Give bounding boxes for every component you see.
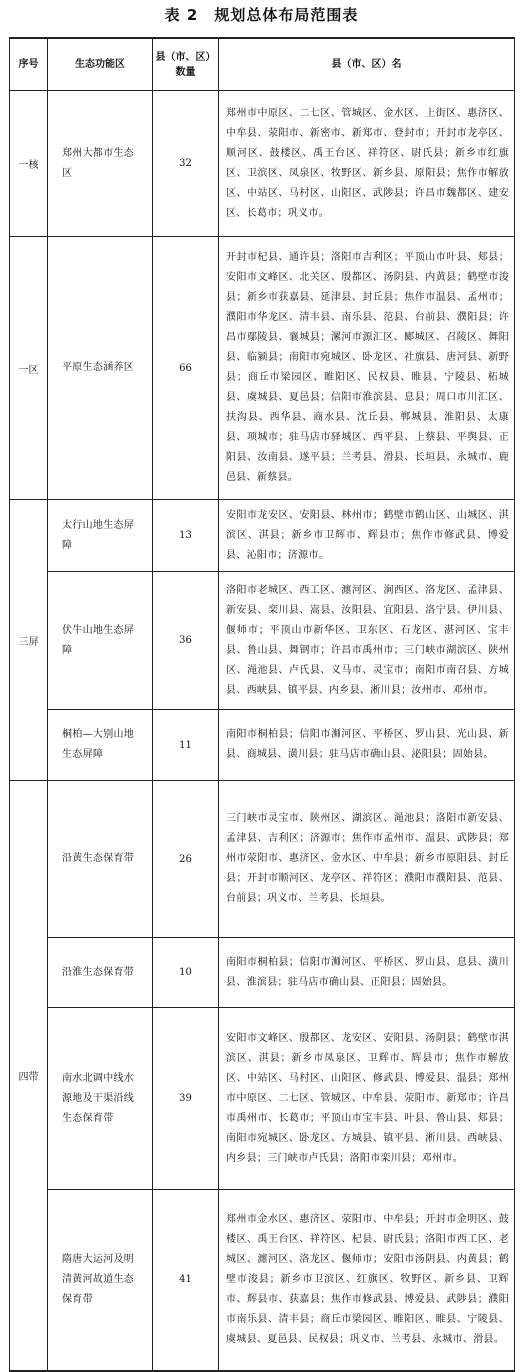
county-list: 安阳市文峰区、殷都区、龙安区、安阳县、汤阴县；鹤壁市淇滨区、淇县；新乡市凤泉区、卫辉市、辉县市；焦作市解放区、中站区、马村区、山阳区、修武县、博爱县、温县；郑州市中原区、二七区、管城区、中牟县、荥阳市、新郑市；许昌市禹州市、长葛市；平顶山市宝丰县、叶县、鲁山县、郏县；南阳市宛城区、卧龙区、方城县、镇平县、淅川县、西峡县、内乡县；三门峡市卢氏县；洛阳市栾川县；邓州市。 [219,1008,515,1190]
county-count: 39 [153,1008,219,1190]
county-count: 13 [153,500,219,572]
county-count: 11 [153,710,219,781]
header-seq: 序号 [10,38,48,91]
county-count: 10 [153,938,219,1008]
zone-name: 沿黄生态保育带 [48,781,153,938]
group-label: 四带 [10,781,48,1371]
county-list: 郑州市中原区、二七区、管城区、金水区、上街区、惠济区、中牟县、荥阳市、新密市、新郑市、登封市；开封市龙亭区、顺河区、鼓楼区、禹王台区、祥符区、尉氏县；新乡市红旗区、卫滨区、凤泉区、牧野区、新乡县、原阳县；焦作市解放区、中站区、马村区、山阳区、武陟县；许昌市魏都区、建安区、长葛市；巩义市。 [219,91,515,237]
zone-name: 郑州大都市生态区 [48,91,153,237]
table-row [10,938,515,1008]
zone-name: 沿淮生态保育带 [48,938,153,1008]
table-row [10,500,515,572]
county-list: 南阳市桐柏县；信阳市浉河区、平桥区、罗山县、光山县、新县、商城县、潢川县；驻马店市确山县、泌阳县；固始县。 [219,710,515,781]
zone-name: 桐柏—大别山地生态屏障 [48,710,153,781]
county-count: 41 [153,1190,219,1371]
table-row [10,1008,515,1190]
county-count: 66 [153,237,219,500]
table-row [10,781,515,938]
county-count: 32 [153,91,219,237]
county-list: 开封市杞县、通许县；洛阳市吉利区；平顶山市叶县、郏县；安阳市文峰区、北关区、殷都区、汤阴县、内黄县；鹤壁市浚县；新乡市获嘉县、延津县、封丘县；焦作市温县、孟州市；濮阳市华龙区、清丰县、南乐县、范县、台前县、濮阳县；许昌市鄢陵县、襄城县；漯河市源汇区、郾城区、召陵区、舞阳县、临颍县；南阳市宛城区、卧龙区、社旗县、唐河县、新野县；商丘市梁园区、睢阳区、民权县、睢县、宁陵县、柘城县、虞城县、夏邑县；信阳市淮滨县、息县；周口市川汇区、扶沟县、西华县、商水县、沈丘县、郸城县、淮阳县、太康县、项城市；驻马店市驿城区、西平县、上蔡县、平舆县、正阳县、汝南县、遂平县；兰考县、滑县、长垣县、永城市、鹿邑县、新蔡县。 [219,237,515,500]
group-label: 一区 [10,237,48,500]
county-list: 南阳市桐柏县；信阳市浉河区、平桥区、罗山县、息县、潢川县、淮滨县；驻马店市确山县、正阳县；固始县。 [219,938,515,1008]
county-list: 郑州市金水区、惠济区、荥阳市、中牟县；开封市金明区、鼓楼区、禹王台区、祥符区、杞县、尉氏县；洛阳市西工区、老城区、瀍河区、洛龙区、偃师市；安阳市汤阴县、内黄县；鹤壁市浚县；新乡市卫滨区、红旗区、牧野区、新乡县、卫辉市、辉县市、获嘉县；焦作市修武县、博爱县、武陟县；濮阳市南乐县、清丰县；商丘市梁园区、睢阳区、睢县、宁陵县、虞城县、夏邑县、民权县；巩义市、兰考县、永城市、滑县。 [219,1190,515,1371]
county-count: 36 [153,572,219,710]
county-count: 26 [153,781,219,938]
county-list: 三门峡市灵宝市、陕州区、湖滨区、渑池县；洛阳市新安县、孟津县、吉利区；济源市；焦作市孟州市、温县、武陟县；郑州市荥阳市、惠济区、金水区、中牟县；新乡市原阳县、封丘县；开封市顺河区、龙亭区、祥符区；濮阳市濮阳县、范县、台前县；巩义市、兰考县、长垣县。 [219,781,515,938]
group-label: 三屏 [10,500,48,781]
county-list: 安阳市龙安区、安阳县、林州市；鹤壁市鹤山区、山城区、淇滨区、淇县；新乡市卫辉市、辉县市；焦作市修武县、博爱县、沁阳市；济源市。 [219,500,515,572]
table-row [10,237,515,500]
zone-name: 平原生态涵养区 [48,237,153,500]
table-row [10,710,515,781]
header-list: 县（市、区）名 [219,38,515,91]
zone-name: 隋唐大运河及明清黄河故道生态保育带 [48,1190,153,1371]
header-zone: 生态功能区 [48,38,153,91]
county-list: 洛阳市老城区、西工区、瀍河区、涧西区、洛龙区、孟津县、新安县、栾川县、嵩县、汝阳县、宜阳县、洛宁县、伊川县、偃师市；平顶山市新华区、卫东区、石龙区、湛河区、宝丰县、鲁山县、舞钢市；许昌市禹州市；三门峡市湖滨区、陕州区、渑池县、卢氏县、义马市、灵宝市；南阳市南召县、方城县、西峡县、镇平县、内乡县、淅川县；汝州市、邓州市。 [219,572,515,710]
table-row [10,572,515,710]
header-count: 县（市、区）数量 [153,38,219,91]
layout-scope-table [9,37,515,1372]
zone-name: 伏牛山地生态屏障 [48,572,153,710]
header-row [10,38,515,91]
zone-name: 南水北调中线水源地及干渠沿线生态保育带 [48,1008,153,1190]
zone-name: 太行山地生态屏障 [48,500,153,572]
group-label: 一核 [10,91,48,237]
table-row [10,91,515,237]
table-row [10,1190,515,1371]
table-title: 表 2 规划总体布局范围表 [164,6,359,24]
